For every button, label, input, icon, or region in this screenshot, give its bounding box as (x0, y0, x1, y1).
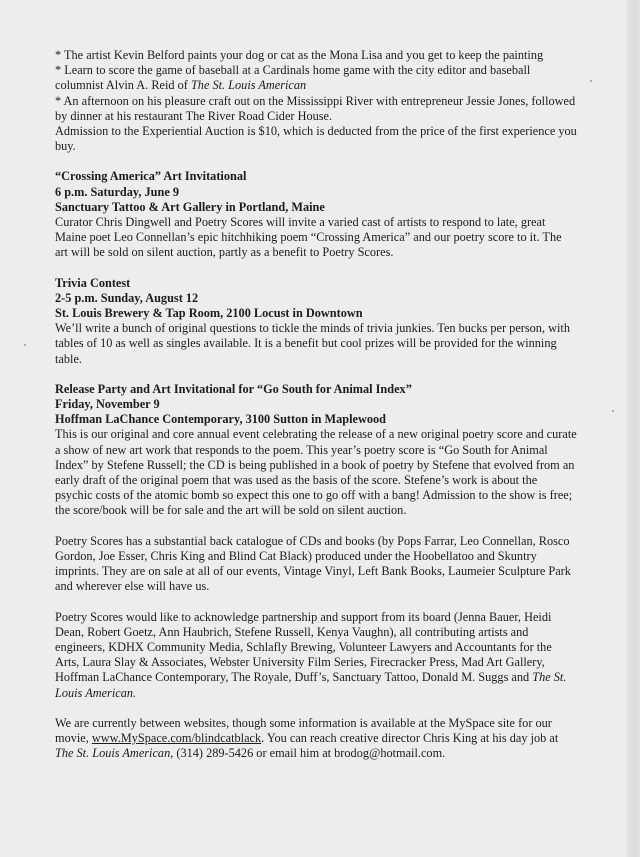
paragraph-line: movie, www.MySpace.com/blindcatblack. You can reach creative director Chris King at his day job at (55, 730, 559, 745)
paragraph-line: Hoffman LaChance Contemporary, The Royale, Duff’s, Sanctuary Tattoo, Donald M. Suggs and The St. (55, 670, 567, 685)
catalogue-paragraph (55, 534, 580, 595)
event-time: 6 p.m. Saturday, June 9 (55, 184, 180, 199)
event-description: We’ll write a bunch of original questions to tickle the minds of trivia junkies. Ten bucks per person, with (55, 321, 570, 336)
event-venue: St. Louis Brewery & Tap Room, 2100 Locust in Downtown (55, 306, 363, 321)
bullet-belford: * The artist Kevin Belford paints your dog or cat as the Mona Lisa and you get to keep the painting (55, 48, 544, 62)
event-description: table. (55, 351, 82, 366)
acknowledgements-paragraph (55, 610, 580, 701)
bullet-baseball-cont: columnist Alvin A. Reid of The St. Louis American (55, 78, 307, 93)
event-description: early draft of the original poem that was used as the basis of the score. Stefene’s work is about the (55, 473, 538, 488)
admission-text-cont: buy. (55, 139, 76, 154)
event-description: Index” by Stefene Russell; the CD is being published in a book of poetry by Stefene that evolved from an (55, 457, 575, 472)
event-description: the score/book will be for sale and the art will be sold on silent auction. (55, 503, 407, 518)
event-description: psychic costs of the atomic bomb so expect this one to go off with a bang! Admission to the show is free; (55, 488, 573, 503)
paper-speck (612, 410, 614, 412)
event-title: Release Party and Art Invitational for “Go South for Animal Index” (55, 381, 412, 396)
event-trivia (55, 276, 580, 367)
paragraph-line: Arts, Laura Slay & Associates, Webster University Film Series, Firecracker Press, Mad Art Gallery, (55, 655, 545, 670)
auction-experiences (55, 48, 580, 154)
event-crossing-america (55, 169, 580, 260)
event-venue: Sanctuary Tattoo & Art Gallery in Portland, Maine (55, 199, 325, 214)
event-time: 2-5 p.m. Sunday, August 12 (55, 290, 199, 305)
publication-name: The St. Louis American (55, 746, 171, 761)
publication-name: The St. Louis American (190, 78, 307, 93)
websites-paragraph (55, 716, 580, 762)
paper-speck (590, 80, 592, 82)
event-description: Maine poet Leo Connellan’s epic hitchhiking poem “Crossing America” and our poetry score to it. The (55, 230, 562, 245)
event-description: tables of 10 as well as singles available. It is a benefit but cool prizes will be provided for the winning (55, 336, 557, 351)
event-description: This is our original and core annual event celebrating the release of a new original poetry score and curate (55, 427, 577, 442)
event-description: art will be sold on silent auction, partly as a benefit to Poetry Scores. (55, 245, 394, 260)
paragraph-line: and wherever else will have us. (55, 579, 210, 594)
page-edge-shadow (626, 0, 640, 857)
paragraph-line: We are currently between websites, though some information is available at the MySpace site for our (55, 715, 552, 730)
paragraph-line: The St. Louis American, (314) 289-5426 or email him at brodog@hotmail.com. (55, 746, 446, 761)
event-description: Curator Chris Dingwell and Poetry Scores will invite a varied cast of artists to respond to late, great (55, 215, 546, 230)
event-title: “Crossing America” Art Invitational (55, 169, 247, 184)
bullet-river: * An afternoon on his pleasure craft out on the Mississippi River with entrepreneur Jessie Jones, followed (55, 93, 576, 108)
event-title: Trivia Contest (55, 275, 131, 290)
bullet-river-cont: by dinner at his restaurant The River Road Cider House. (55, 108, 333, 123)
document-body (55, 48, 580, 776)
paragraph-line: engineers, KDHX Community Media, Schlafly Brewing, Volunteer Lawyers and Accountants for the (55, 639, 552, 654)
paragraph-line: Poetry Scores has a substantial back catalogue of CDs and books (by Pops Farrar, Leo Connellan, Rosco (55, 533, 570, 548)
paper-speck (24, 344, 26, 346)
publication-name: Louis American. (55, 685, 137, 700)
event-time: Friday, November 9 (55, 397, 160, 412)
event-venue: Hoffman LaChance Contemporary, 3100 Sutton in Maplewood (55, 412, 387, 427)
paragraph-line: Gordon, Joe Esser, Chris King and Blind Cat Black) produced under the Hoobellatoo and Skuntry (55, 548, 537, 563)
publication-name: The St. (532, 670, 567, 685)
myspace-link[interactable]: www.MySpace.com/blindcatblack (91, 730, 262, 745)
paragraph-line: imprints. They are on sale at all of our events, Vintage Vinyl, Left Bank Books, Laumeier Sculpture Park (55, 564, 571, 579)
bullet-baseball: * Learn to score the game of baseball at a Cardinals home game with the city editor and baseball (55, 63, 531, 78)
paragraph-line: Dean, Robert Goetz, Ann Haubrich, Stefene Russell, Kenya Vaughn), all contributing artists and (55, 624, 529, 639)
event-release-party (55, 382, 580, 519)
paragraph-line: Poetry Scores would like to acknowledge partnership and support from its board (Jenna Bauer, Heidi (55, 609, 552, 624)
admission-text: Admission to the Experiential Auction is $10, which is deducted from the price of the first experience you (55, 124, 577, 139)
event-description: a show of new art work that responds to the poem. This year’s poetry score is “Go South for Animal (55, 442, 548, 457)
